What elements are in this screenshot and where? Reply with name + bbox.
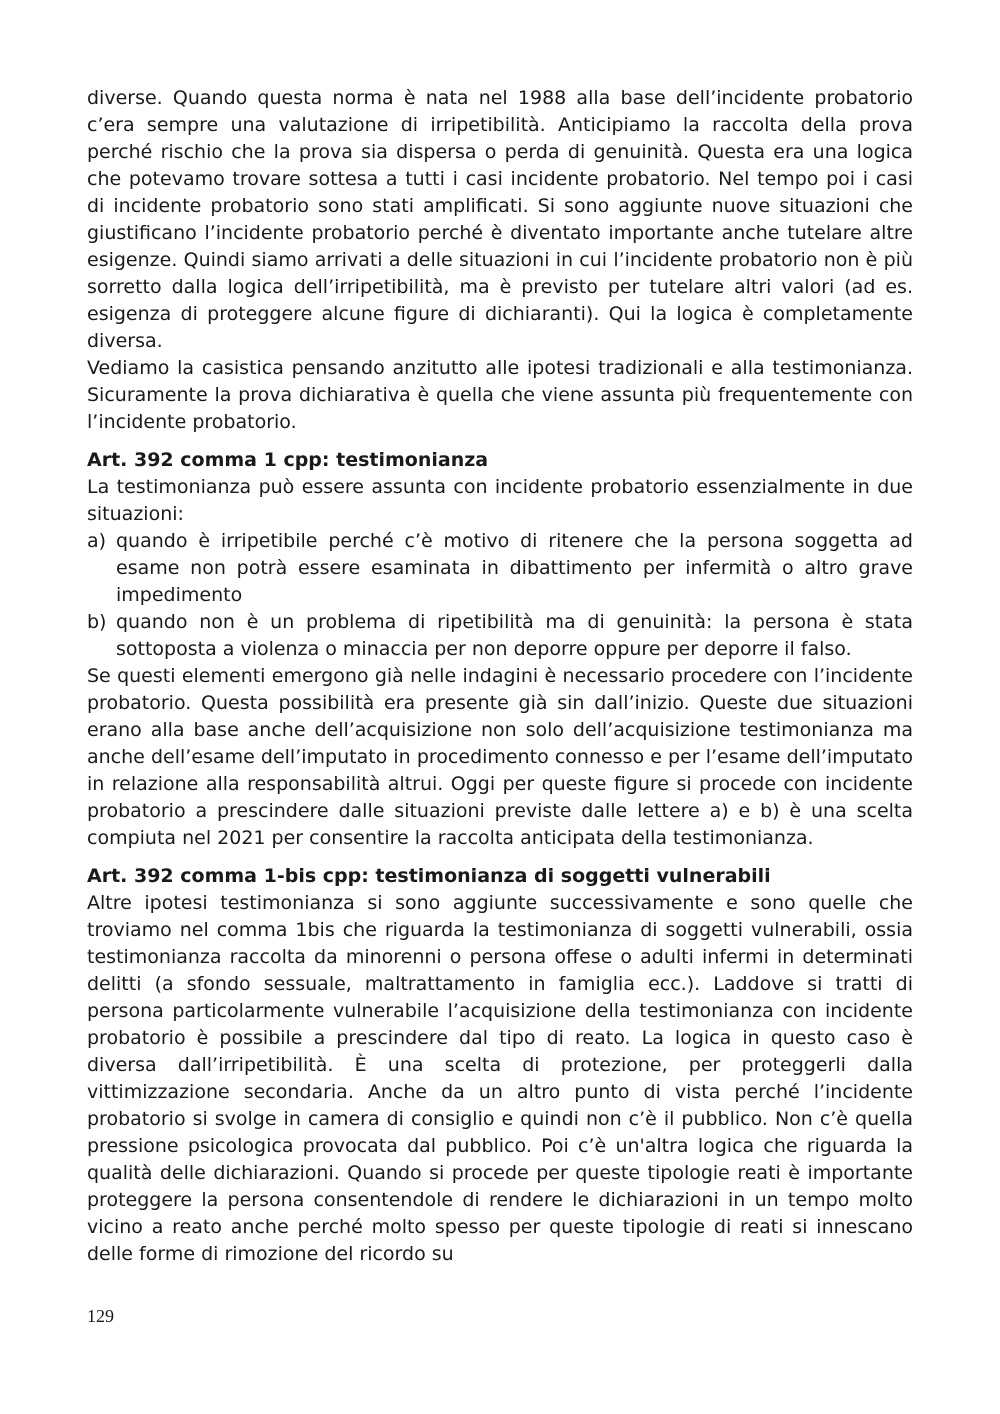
paragraph-intro-2: Vediamo la casistica pensando anzitutto alle ipotesi tradizionali e alla testimonianza. Sicuramente la prova dichiarativa è quella che viene assunta più frequentemente con l’incidente probatorio. [87, 357, 913, 433]
paragraph-intro-1: diverse. Quando questa norma è nata nel 1988 alla base dell’incidente probatorio c’era sempre una valutazione di irripetibilità. Anticipiamo la raccolta della prova perché rischio che la prova sia dispersa o perda di genuinità. Questa era una logica che potevamo trovare sottesa a tutti i casi incidente probatorio. Nel tempo poi i casi di incidente probatorio sono stati amplificati. Si sono aggiunte nuove situazioni che giustificano l’incidente probatorio perché è diventato importante anche tutelare altre esigenze. Quindi siamo arrivati a delle situazioni in cui l’incidente probatorio non è più sorretto dalla logica dell’irripetibilità, ma è previsto per tutelare altri valori (ad es. esigenza di proteggere alcune figure di dichiaranti). Qui la logica è completamente diversa. [87, 87, 913, 352]
section-heading-soggetti-vulnerabili: Art. 392 comma 1-bis cpp: testimonianza di soggetti vulnerabili [87, 865, 771, 887]
section1-after: Se questi elementi emergono già nelle indagini è necessario procedere con l’incidente probatorio. Questa possibilità era presente già sin dall’inizio. Queste due situazioni erano alla base anche dell’acquisizione non solo dell’acquisizione testimonianza ma anche dell’esame dell’imputato in procedimento connesso e per l’esame dell’imputato in relazione alla responsabilità altrui. Oggi per queste figure si procede con incidente probatorio a prescindere dalle situazioni previste dalle lettere a) e b) è una scelta compiuta nel 2021 per consentire la raccolta anticipata della testimonianza. [87, 665, 913, 849]
list-item-text: quando è irripetibile perché c’è motivo di ritenere che la persona soggetta ad esame non potrà essere esaminata in dibattimento per infermità o altro grave impedimento [116, 530, 913, 606]
list-marker: b) [87, 611, 107, 633]
list-marker: a) [87, 530, 107, 552]
page-number: 129 [87, 1306, 114, 1326]
list-item-text: quando non è un problema di ripetibilità ma di genuinità: la persona è stata sottoposta a violenza o minaccia per non deporre oppure per deporre il falso. [116, 611, 913, 660]
page-body [87, 85, 913, 1268]
list-item [87, 609, 913, 663]
section-heading-testimonianza: Art. 392 comma 1 cpp: testimonianza [87, 449, 489, 471]
list-item [87, 528, 913, 609]
section1-intro: La testimonianza può essere assunta con incidente probatorio essenzialmente in due situazioni: [87, 476, 913, 525]
situations-list [87, 528, 913, 663]
section2-body: Altre ipotesi testimonianza si sono aggiunte successivamente e sono quelle che troviamo nel comma 1bis che riguarda la testimonianza di soggetti vulnerabili, ossia testimonianza raccolta da minorenni o persona offese o adulti infermi in determinati delitti (a sfondo sessuale, maltrattamento in famiglia ecc.). Laddove si tratti di persona particolarmente vulnerabile l’acquisizione della testimonianza con incidente probatorio è possibile a prescindere dal tipo di reato. La logica in questo caso è diversa dall’irripetibilità. È una scelta di protezione, per proteggerli dalla vittimizzazione secondaria. Anche da un altro punto di vista perché l’incidente probatorio si svolge in camera di consiglio e quindi non c’è il pubblico. Non c’è quella pressione psicologica provocata dal pubblico. Poi c’è un'altra logica che riguarda la qualità delle dichiarazioni. Quando si procede per queste tipologie reati è importante proteggere la persona consentendole di rendere le dichiarazioni in un tempo molto vicino a reato anche perché molto spesso per queste tipologie di reati si innescano delle forme di rimozione del ricordo su [87, 892, 913, 1265]
